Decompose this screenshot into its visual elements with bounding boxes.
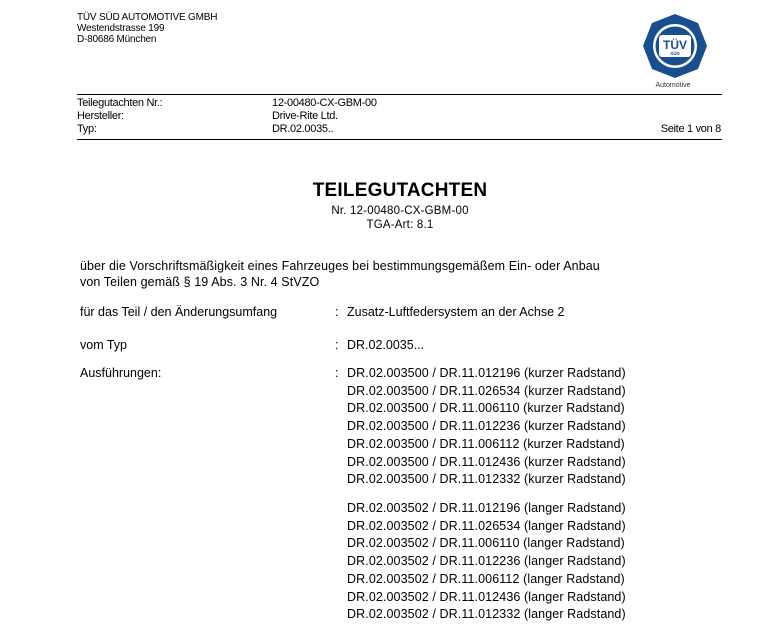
company-address xyxy=(77,12,217,45)
header-rule-bottom xyxy=(77,139,722,140)
logo-sub-text: SÜD xyxy=(670,51,680,56)
tuv-sud-logo xyxy=(641,13,709,91)
list-item: DR.02.003500 / DR.11.012236 (kurzer Radstand) xyxy=(347,419,626,434)
document-number: Nr. 12-00480-CX-GBM-00 xyxy=(331,205,469,217)
company-city: D-80686 München xyxy=(77,34,157,45)
list-item: DR.02.003502 / DR.11.006110 (langer Radstand) xyxy=(347,536,625,551)
list-item: DR.02.003502 / DR.11.012436 (langer Radstand) xyxy=(347,589,626,604)
list-item: DR.02.003500 / DR.11.012196 (kurzer Radstand) xyxy=(347,366,626,380)
header-value-type: DR.02.0035.. xyxy=(272,123,334,135)
teil-value: Zusatz-Luftfedersystem an der Achse 2 xyxy=(347,305,565,319)
company-name: TÜV SÜD AUTOMOTIVE GMBH xyxy=(77,12,218,23)
teil-colon: : xyxy=(335,305,339,319)
list-item: DR.02.003502 / DR.11.012196 (langer Radstand) xyxy=(347,501,626,515)
intro-line-1: über die Vorschriftsmäßigkeit eines Fahrzeuges bei bestimmungsgemäßem Ein- oder Anbau xyxy=(80,259,600,273)
teil-label: für das Teil / den Änderungsumfang xyxy=(80,305,278,319)
list-item: DR.02.003502 / DR.11.026534 (langer Radstand) xyxy=(347,518,626,533)
typ-colon: : xyxy=(335,338,339,352)
logo-brand-text: TÜV xyxy=(663,38,687,52)
list-item: DR.02.003500 / DR.11.026534 (kurzer Radstand) xyxy=(347,383,626,398)
header-value-manufacturer: Drive-Rite Ltd. xyxy=(272,110,338,122)
list-item: DR.02.003502 / DR.11.012236 (langer Radstand) xyxy=(347,554,626,569)
logo-caption: Automotive xyxy=(655,82,691,89)
header-rule-top xyxy=(77,94,722,95)
header-label-manufacturer: Hersteller: xyxy=(77,110,124,122)
tga-type: TGA-Art: 8.1 xyxy=(366,219,434,231)
header-label-type: Typ: xyxy=(77,123,97,135)
typ-label: vom Typ xyxy=(80,338,128,352)
document-title: TEILEGUTACHTEN xyxy=(312,180,488,201)
list-item: DR.02.003502 / DR.11.006112 (langer Radstand) xyxy=(347,571,625,586)
list-item: DR.02.003500 / DR.11.012332 (kurzer Radstand) xyxy=(347,472,626,487)
company-street: Westendstrasse 199 xyxy=(77,23,165,34)
header-label-number: Teilegutachten Nr.: xyxy=(77,97,163,109)
ausfuehrungen-colon: : xyxy=(335,366,339,380)
list-item: DR.02.003500 / DR.11.012436 (kurzer Radstand) xyxy=(347,454,626,469)
intro-text xyxy=(80,258,600,290)
typ-value: DR.02.0035... xyxy=(347,338,425,352)
list-item: DR.02.003500 / DR.11.006110 (kurzer Radstand) xyxy=(347,401,625,416)
header-value-number: 12-00480-CX-GBM-00 xyxy=(272,97,377,109)
ausfuehrungen-label: Ausführungen: xyxy=(80,366,162,380)
list-item: DR.02.003502 / DR.11.012332 (langer Radstand) xyxy=(347,607,626,622)
ausfuehrungen-lang-list xyxy=(347,500,626,624)
list-item: DR.02.003500 / DR.11.006112 (kurzer Radstand) xyxy=(347,436,625,451)
page-number: Seite 1 von 8 xyxy=(660,123,721,135)
intro-line-2: von Teilen gemäß § 19 Abs. 3 Nr. 4 StVZO xyxy=(80,275,320,289)
ausfuehrungen-kurz-list xyxy=(347,365,626,489)
